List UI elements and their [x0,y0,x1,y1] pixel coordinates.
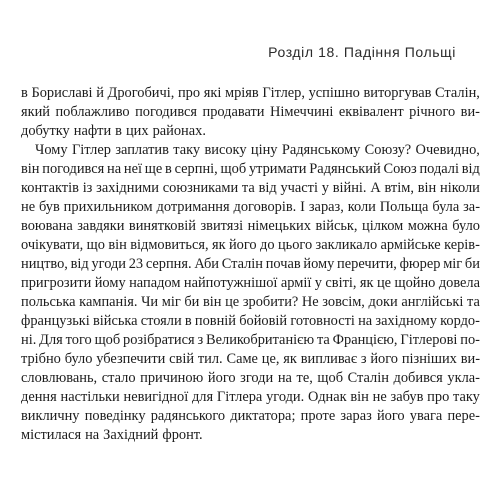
paragraph [21,84,480,141]
text-line: ництво, від угоди 23 серпня. Аби Сталін почав йому перечити, фюрер міг би [21,256,480,272]
running-head-chapter-title: Розділ 18. Падіння Польщі [268,44,456,60]
text-line: французькі війська стояли в повній бойовій готовності на західному кордо- [21,313,480,329]
paragraph [21,141,480,445]
text-line: словлювань, стало причиною його згоди на те, щоб Сталін добився укла- [21,370,480,386]
text-line: він погодився на неї ще в серпні, щоб утримати Радянський Союз подалі від [21,161,480,177]
body-text [21,84,480,445]
text-line: Чому Гітлер заплатив таку високу ціну Радянському Союзу? Очевидно, [35,142,480,158]
text-line: який поблажливо погодився продавати Німеччині еквівалент річного ви- [21,104,480,120]
text-line: в Бориславі й Дрогобичі, про які мріяв Гітлер, успішно виторгував Сталін, [21,85,480,101]
text-line: трібно було убезпечити свій тил. Саме це, як випливає з його пізніших ви- [21,351,480,367]
text-line: містилася на Західний фронт. [21,427,203,443]
text-line: добутку нафти в цих районах. [21,123,206,139]
text-line: не був прихильником дотримання договорів. І зараз, коли Польща була за- [21,199,480,215]
text-line: очікувати, що він відмовиться, як його до цього закликало армійське керів- [21,237,480,253]
text-line: дення настільки невигідної для Гітлера угоди. Однак він не забув про таку [21,389,480,405]
text-line: викличну поведінку радянського диктатора; проте зараз його увага пере- [21,408,480,424]
text-line: контактів із західними союзниками та від участі у війні. А втім, він ніколи [21,180,480,196]
text-line: пригрозити йому нападом найпотужнішої армії у світі, як це щойно довела [21,275,480,291]
text-line: воювана завдяки винятковій звитязі німецьких військ, цілком можна було [21,218,480,234]
text-line: польська кампанія. Чи міг би він це зробити? Не зовсім, доки англійські та [21,294,480,310]
text-line: ні. Для того щоб розібратися з Великобританією та Францією, Гітлерові по- [21,332,480,348]
